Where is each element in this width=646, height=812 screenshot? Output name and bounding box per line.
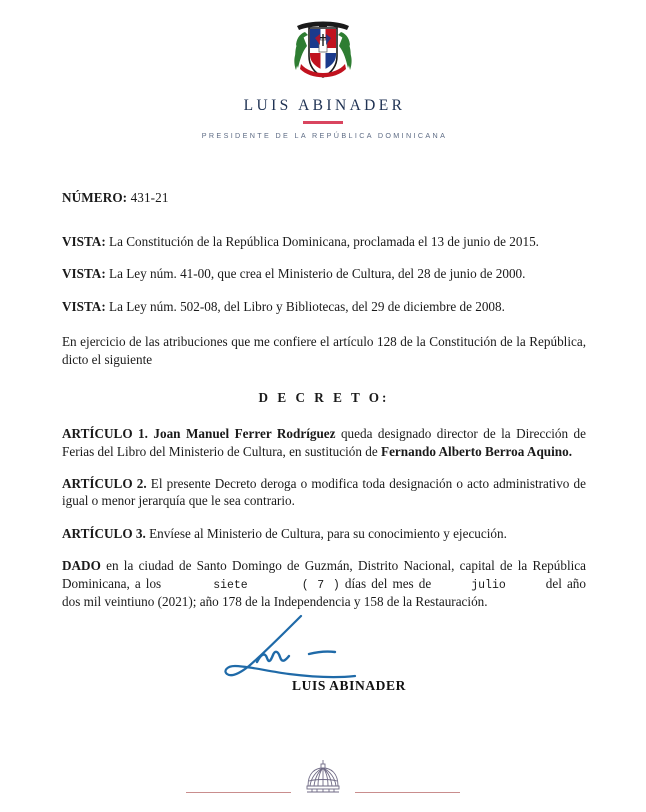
decree-number-line [62, 190, 586, 206]
article-2-text: El presente Decreto deroga o modifica toda designación o acto administrativo de igual o menor jerarquía que le sea contrario. [62, 475, 586, 509]
vista-1 [62, 233, 586, 250]
dado-text-part2: días del mes de [344, 575, 432, 591]
vista-3 [62, 298, 586, 315]
vista-1-text: La Constitución de la República Dominicana, proclamada el 13 de junio de 2015. [105, 234, 539, 249]
vista-1-label: VISTA: [62, 234, 106, 249]
vista-2-label: VISTA: [62, 266, 106, 282]
signer-name: LUIS ABINADER [292, 678, 406, 693]
national-palace-dome-icon [303, 759, 343, 798]
dado-text-part1: en la ciudad de Santo Domingo de Guzmán, Distrito Nacional, capital de la República Dominicana, a los [62, 558, 586, 591]
dado-paragraph [62, 557, 586, 610]
vista-2-text: La Ley núm. 41-00, que crea el Ministerio de Cultura, del 28 de junio de 2000. [105, 266, 526, 282]
footer-rule-right [355, 792, 460, 793]
dominican-republic-coat-of-arms-icon [0, 14, 646, 89]
document-footer [0, 759, 646, 798]
article-1-label: ARTÍCULO 1. [62, 426, 148, 442]
vista-3-label: VISTA: [62, 298, 106, 314]
vista-2 [62, 265, 586, 282]
article-3-label: ARTÍCULO 3. [62, 525, 146, 541]
article-1-appointee-name: Joan Manuel Ferrer Rodríguez [147, 426, 336, 442]
dado-text-part3: del año dos mil veintiuno (2021); año 178 de la Independencia y 158 de la Restauración. [62, 575, 586, 609]
footer-rule-left [186, 792, 291, 793]
letterhead [0, 0, 646, 140]
header-accent-bar [303, 121, 343, 124]
document-body [62, 190, 586, 625]
article-2 [62, 475, 586, 510]
president-subtitle: PRESIDENTE DE LA REPÚBLICA DOMINICANA [201, 131, 448, 141]
dado-label: DADO [62, 558, 101, 574]
dado-month: julio [471, 578, 506, 592]
preamble-paragraph: En ejercicio de las atribuciones que me confiere el artículo 128 de la Constitución de la República, dicto el siguiente [62, 334, 586, 367]
decree-number-label: NÚMERO: [62, 190, 128, 205]
article-3-text: Envíese al Ministerio de Cultura, para su conocimiento y ejecución. [145, 525, 507, 541]
article-1-text: queda designado director de la Dirección de Ferias del Libro del Ministerio de Cultura, en sustitución de [62, 426, 586, 459]
signature-area [0, 614, 646, 704]
article-3 [62, 525, 586, 542]
decree-number-value: 431-21 [130, 190, 169, 205]
dado-day-number: ( 7 ) [301, 578, 340, 592]
president-name: LUIS ABINADER [243, 97, 406, 114]
article-1 [62, 425, 586, 460]
dado-day-word: siete [213, 578, 248, 592]
decreto-heading: D E C R E T O: [258, 390, 390, 406]
article-1-replaced-name: Fernando Alberto Berroa Aquino. [381, 443, 573, 459]
article-2-label: ARTÍCULO 2. [62, 475, 147, 491]
vista-3-text: La Ley núm. 502-08, del Libro y Bibliotecas, del 29 de diciembre de 2008. [105, 298, 505, 314]
